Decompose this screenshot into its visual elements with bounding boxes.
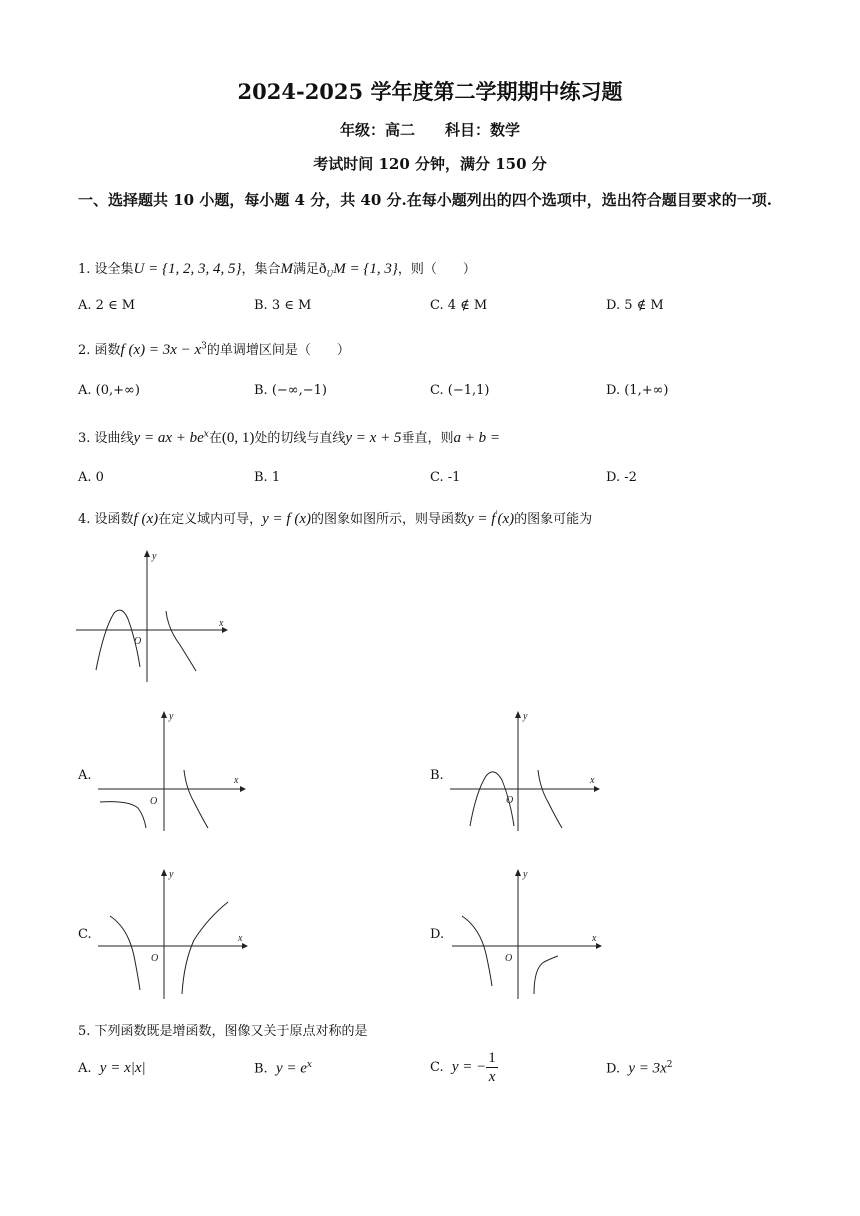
q4-fx: f (x) — [133, 511, 159, 527]
a-axis-x-label: x — [234, 775, 239, 786]
q1-option-c[interactable]: C. 4 ∉ M — [430, 298, 488, 313]
q4-mid2: 的图象如图所示，则导函数 — [311, 512, 468, 527]
q4-prefix: 4. 设函数 — [78, 512, 134, 527]
question-4 — [78, 508, 592, 528]
section-heading: 一、选择题共 10 小题，每小题 4 分，共 40 分.在每小题列出的四个选项中，选出符合题目要求的一项. — [78, 191, 772, 209]
q1-m: M — [280, 261, 294, 277]
q4-prime: ′ — [495, 510, 498, 521]
q4-option-a-label[interactable]: A. — [78, 768, 92, 783]
d-axis-y-label: y — [523, 869, 528, 880]
q4-end: 的图象可能为 — [514, 512, 593, 527]
question-2 — [78, 339, 350, 359]
q1-option-d[interactable]: D. 5 ∉ M — [606, 298, 664, 313]
question-1 — [78, 258, 476, 279]
q4-yfpx2: (x) — [497, 511, 515, 527]
d-axis-x-label: x — [592, 933, 597, 944]
q4-option-c-graph[interactable] — [98, 868, 250, 1000]
a-origin-label: O — [150, 796, 158, 807]
q3-option-a[interactable]: A. 0 — [78, 470, 104, 485]
q5-option-d[interactable] — [606, 1060, 673, 1077]
q1-set-u: U = {1, 2, 3, 4, 5} — [133, 261, 242, 277]
q4-option-d-label[interactable]: D. — [430, 927, 445, 942]
q5-option-b-expr: y = e — [275, 1060, 307, 1077]
b-origin-label: O — [506, 795, 514, 806]
a-axis-y-label: y — [169, 711, 174, 722]
q4-option-b-label[interactable]: B. — [430, 768, 444, 783]
q2-option-c[interactable]: C. (−1,1) — [430, 383, 490, 398]
q2-option-d[interactable]: D. (1,+∞) — [606, 383, 669, 398]
q1-end: ，则（ ） — [397, 262, 476, 277]
q1-complement-set: M = {1, 3} — [333, 261, 398, 277]
q5-option-b-label: B. — [254, 1061, 268, 1077]
q5-option-c-fraction — [486, 1049, 498, 1086]
q3-ab: a + b = — [453, 430, 500, 446]
c-axis-x-label: x — [238, 933, 243, 944]
q4-main-graph — [76, 549, 228, 683]
main-axis-x-label: x — [219, 618, 224, 629]
q5-option-c[interactable] — [430, 1049, 498, 1086]
q3-sup: x — [203, 429, 209, 440]
q1-option-b[interactable]: B. 3 ∈ M — [254, 298, 312, 313]
q3-option-b[interactable]: B. 1 — [254, 470, 281, 485]
q3-option-d[interactable]: D. -2 — [606, 470, 637, 485]
q1-complement: ð — [319, 261, 327, 277]
q1-prefix: 1. 设全集 — [78, 262, 134, 277]
q2-end: 的单调增区间是（ ） — [206, 343, 350, 358]
c-axis-y-label: y — [169, 869, 174, 880]
q5-option-a-label: A. — [78, 1061, 92, 1076]
q2-expr: f (x) = 3x − x — [120, 342, 202, 358]
q3-at: 在 — [208, 431, 222, 446]
b-axis-y-label: y — [523, 711, 528, 722]
q4-option-d-graph[interactable] — [452, 868, 604, 1000]
q4-option-c-label[interactable]: C. — [78, 927, 92, 942]
q2-prefix: 2. 函数 — [78, 343, 121, 358]
q4-option-a-graph[interactable] — [98, 710, 248, 832]
q2-sup: 3 — [201, 341, 207, 352]
q5-option-d-label: D. — [606, 1061, 621, 1077]
q3-mid: 处的切线与直线 — [254, 431, 346, 446]
q3-option-c[interactable]: C. -1 — [430, 470, 461, 485]
q3-end: 垂直，则 — [401, 431, 454, 446]
q5-option-b[interactable] — [254, 1060, 312, 1077]
q5-option-a[interactable] — [78, 1060, 146, 1077]
q3-prefix: 3. 设曲线 — [78, 431, 134, 446]
q1-mid: ，集合 — [241, 262, 281, 277]
q3-point: (0, 1) — [221, 430, 255, 446]
q5-option-c-den: x — [488, 1069, 496, 1085]
q2-option-b[interactable]: B. (−∞,−1) — [254, 383, 327, 398]
q5-option-c-num: 1 — [488, 1050, 496, 1066]
q5-option-d-expr: y = 3x — [628, 1060, 667, 1077]
q3-line: y = x + 5 — [345, 430, 402, 446]
q1-option-a[interactable]: A. 2 ∈ M — [78, 298, 136, 313]
q5-option-d-sup: 2 — [666, 1060, 673, 1070]
q4-mid: 在定义域内可导， — [158, 512, 263, 527]
main-origin-label: O — [134, 636, 142, 647]
q5-option-b-sup: x — [306, 1060, 312, 1070]
exam-title: 2024-2025 学年度第二学期期中练习题 — [237, 79, 623, 104]
q5-option-c-label: C. — [430, 1060, 444, 1075]
q4-yfx: y = f (x) — [262, 511, 311, 527]
q5-option-a-expr: y = x|x| — [99, 1060, 146, 1076]
time-score: 考试时间 120 分钟，满分 150 分 — [313, 155, 547, 173]
q1-complement-sub: U — [326, 269, 334, 279]
main-axis-y-label: y — [152, 551, 157, 562]
grade-subject: 年级：高二 科目：数学 — [339, 121, 520, 139]
c-origin-label: O — [151, 953, 159, 964]
q4-option-b-graph[interactable] — [450, 710, 602, 832]
question-3 — [78, 427, 500, 447]
q3-expr: y = ax + be — [133, 430, 204, 446]
question-5: 5. 下列函数既是增函数，图像又关于原点对称的是 — [78, 1024, 368, 1039]
q5-option-c-expr: y = − — [451, 1059, 487, 1075]
d-origin-label: O — [505, 953, 513, 964]
b-axis-x-label: x — [590, 775, 595, 786]
q4-yfpx: y = f — [467, 511, 496, 527]
q1-mid2: 满足 — [293, 262, 320, 277]
q2-option-a[interactable]: A. (0,+∞) — [78, 383, 140, 398]
